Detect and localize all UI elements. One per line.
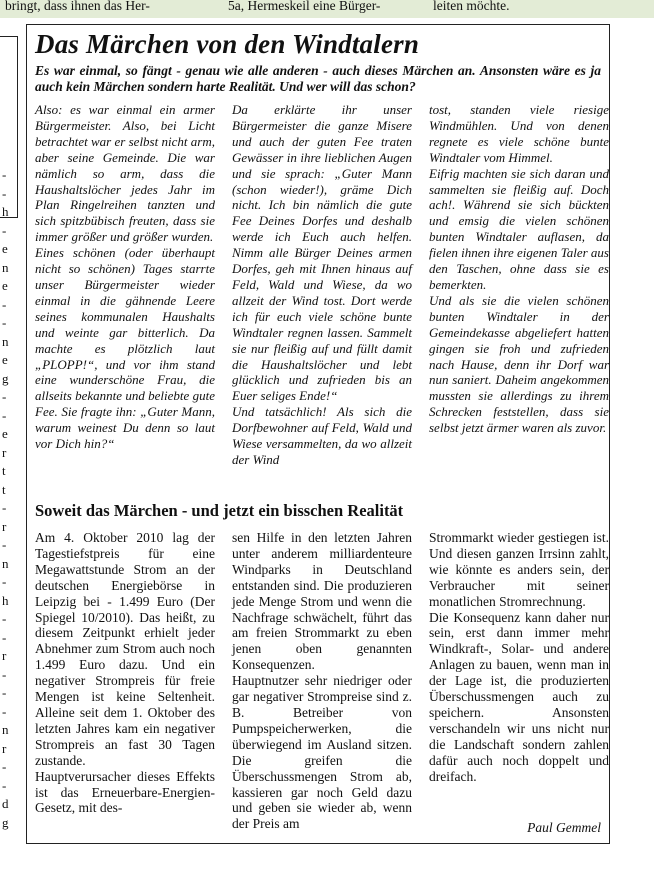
reality-paragraph: Hauptverursacher dieses Effekts ist das Erneuerbare-Energien-Gesetz, mit des- <box>35 768 215 816</box>
left-fragment-text: t <box>2 481 6 497</box>
left-fragment-text: g <box>2 814 9 830</box>
reality-paragraph: Hauptnutzer sehr niedriger oder gar negativer Strompreise sind z. B. Betreiber von Pumpspeicherwerken, die überwiegend im Ausland sitzen. Die greifen die Überschussmengen Strom ab, kassieren gar noch Geld dazu und geben sie wieder ab, wenn der Preis am <box>232 673 412 832</box>
top-strip-text-2: 5a, Hermeskeil eine Bürger- <box>228 0 381 13</box>
left-fragment-text: t <box>2 463 6 478</box>
subheadline: Soweit das Märchen - und jetzt ein bisschen Realität <box>35 501 404 520</box>
reality-column-2 <box>232 530 412 832</box>
fairy-paragraph: Also: es war einmal ein armer Bürgermeister. Also, bei Licht betrachtet war er selbst nicht arm, aber seine Gemeinde. Die war nämlich so arm, dass die Haushaltslöcher jedes Jahr im Plan Ringelreihen tanzten und sich spitzbübisch freuten, dass sie immer größer und größer wurden. <box>35 102 215 245</box>
author-signature: Paul Gemmel <box>527 820 601 835</box>
reality-paragraph: Die Konsequenz kann daher nur sein, erst dann immer mehr Windkraft-, Solar- und andere Anlagen zu bauen, wenn man in der Lage ist, die produzierten Überschussmengen auch zu speichern. Ansonsten verschandeln wir uns nicht nur die Landschaft sondern zahlen dafür auch noch doppelt und dreifach. <box>429 609 609 784</box>
reality-column-1 <box>35 530 215 820</box>
previous-article-strip <box>0 0 654 18</box>
left-fragment-text: r <box>2 444 7 460</box>
left-fragment-text: - <box>2 296 7 312</box>
left-fragment-text: - <box>2 666 7 682</box>
left-fragment-text: - <box>2 389 7 404</box>
fairy-paragraph: Eifrig machten sie sich daran und sammelten sie fleißig auf. Doch ach!. Während sie sich bückten und emsig die vielen schönen bunten Windtaler auflasen, da fielen ihnen ihre eigenen Taler aus den Taschen, ohne dass sie es bemerkten. <box>429 165 609 292</box>
top-strip-text-3: leiten möchte. <box>433 0 510 13</box>
left-fragment-text: - <box>2 222 7 238</box>
reality-column-3 <box>429 530 609 820</box>
reality-paragraph: Strommarkt wieder gestiegen ist. Und diesen ganzen Irrsinn zahlt, wie könnte es anders sein, der Verbraucher mit seiner monatlichen Stromrechnung. <box>429 530 609 609</box>
left-fragment-text: e <box>2 352 8 367</box>
left-fragment-text: - <box>2 315 7 330</box>
fairy-paragraph: tost, standen viele riesige Windmühlen. Und von denen regnete es viele schöne bunte Windtaler vom Himmel. <box>429 102 609 165</box>
left-fragment-text: - <box>2 500 7 515</box>
left-fragment-text: - <box>2 759 7 774</box>
left-fragment-text: - <box>2 611 7 626</box>
left-fragment-text: - <box>2 574 7 589</box>
left-fragment-text: g <box>2 370 9 386</box>
left-fragment-text: r <box>2 648 7 663</box>
left-fragment-text: - <box>2 407 7 423</box>
left-margin-column-fragments <box>0 20 22 870</box>
fairy-tale-column-1 <box>35 102 215 497</box>
fairy-paragraph: Da erklärte ihr unser Bürgermeister die ganze Misere und auch der guten Fee traten Gewässer in ihre lieblichen Augen und sie sprach: „Guter Mann (schon wieder!), gräme Dich nicht. Ich bin nämlich die gute Fee Deines Dorfes und deshalb werde ich Euch auch helfen. Nimm alle Bürger Deines armen Dorfes, geh mit Ihnen hinaus auf Feld, Wald und Wiese, da wo allzeit der Wind tost. Dort werde ich für euch viele schöne bunte Windtaler regnen lassen. Sammelt sie nur fleißig auf und füllt damit die Haushaltslöcher und lebt glücklich und zufrieden bis an Euer seliges Ende!“ <box>232 102 412 404</box>
fairy-paragraph: Eines schönen (oder überhaupt nicht so schönen) Tages starrte unser Bürgermeister wieder einmal in die gähnende Leere seines kommunalen Haushalts und weinte gar bitterlich. Da machte es plötzlich laut „PLOPP!“, und vor ihm stand eine wunderschöne Frau, die allseits bekannte und beliebte gute Fee. Sie fragte ihn: „Guter Mann, warum weinest Du denn so laut vor Dich hin?“ <box>35 245 215 452</box>
headline: Das Märchen von den Windtalern <box>35 29 420 59</box>
fairy-paragraph: Und als sie die vielen schönen bunten Windtaler in der Gemeindekasse abgeliefert hatten gingen sie froh und zufrieden nach Hause, denn ihr Dorf war nun saniert. Daheim angekommen mussten sie allerdings zu ihrem Schrecken feststellen, dass sie selbst jetzt ärmer waren als zuvor. <box>429 292 609 436</box>
left-fragment-text: e <box>2 241 8 256</box>
left-fragment-text: n <box>2 555 9 571</box>
left-fragment-text: r <box>2 740 7 756</box>
left-fragment-text: n <box>2 333 9 349</box>
left-fragment-text: n <box>2 722 9 737</box>
fairy-paragraph: Und tatsächlich! Als sich die Dorfbewohner auf Feld, Wald und Wiese versammelten, da wo allzeit der Wind <box>232 404 412 467</box>
left-fragment-text: - <box>2 537 7 552</box>
left-fragment-text: - <box>2 167 7 182</box>
reality-paragraph: sen Hilfe in den letzten Jahren unter anderem milliardenteure Windparks in Deutschland entstanden sind. Die produzieren jede Menge Strom und wenn die Nachfrage schwächelt, führt das am freien Strommarkt zu eben jenen oben genannten Konsequenzen. <box>232 530 412 673</box>
left-fragment-text: h <box>2 204 9 219</box>
left-fragment-text: e <box>2 426 8 441</box>
left-fragment-text: - <box>2 685 7 700</box>
article-box <box>26 24 610 844</box>
reality-paragraph: Am 4. Oktober 2010 lag der Tagestiefstpreis für eine Megawattstunde Strom an der deutschen Energiebörse in Leipzig bei - 1.499 Euro (Der Spiegel 10/2010). Das heißt, zu diesem Zeitpunkt erhielt jeder Abnehmer zum Strom auch noch 1.499 Euro dazu. Und ein negativer Strompreis für freie Mengen ist keine Seltenheit. Alleine seit dem 1. Oktober des letzten Jahres kam ein negativer Strompreis an fast 30 Tagen zustande. <box>35 530 215 768</box>
left-fragment-text: h <box>2 592 9 608</box>
left-fragment-text: - <box>2 703 7 719</box>
left-fragment-text: - <box>2 185 7 201</box>
top-strip-text-1: bringt, dass ihnen das Her- <box>5 0 150 13</box>
fairy-tale-column-2 <box>232 102 412 497</box>
lead-paragraph: Es war einmal, so fängt - genau wie alle anderen - auch dieses Märchen an. Ansonsten wäre es ja auch kein Märchen sondern harte Realität. Und wer will das schon? <box>35 63 601 94</box>
left-fragment-text: n <box>2 259 9 275</box>
fairy-tale-column-3 <box>429 102 609 497</box>
left-fragment-text: e <box>2 278 8 293</box>
left-fragment-text: d <box>2 796 9 811</box>
left-fragment-text: r <box>2 518 7 534</box>
left-fragment-text: - <box>2 629 7 645</box>
left-fragment-text: - <box>2 777 7 793</box>
